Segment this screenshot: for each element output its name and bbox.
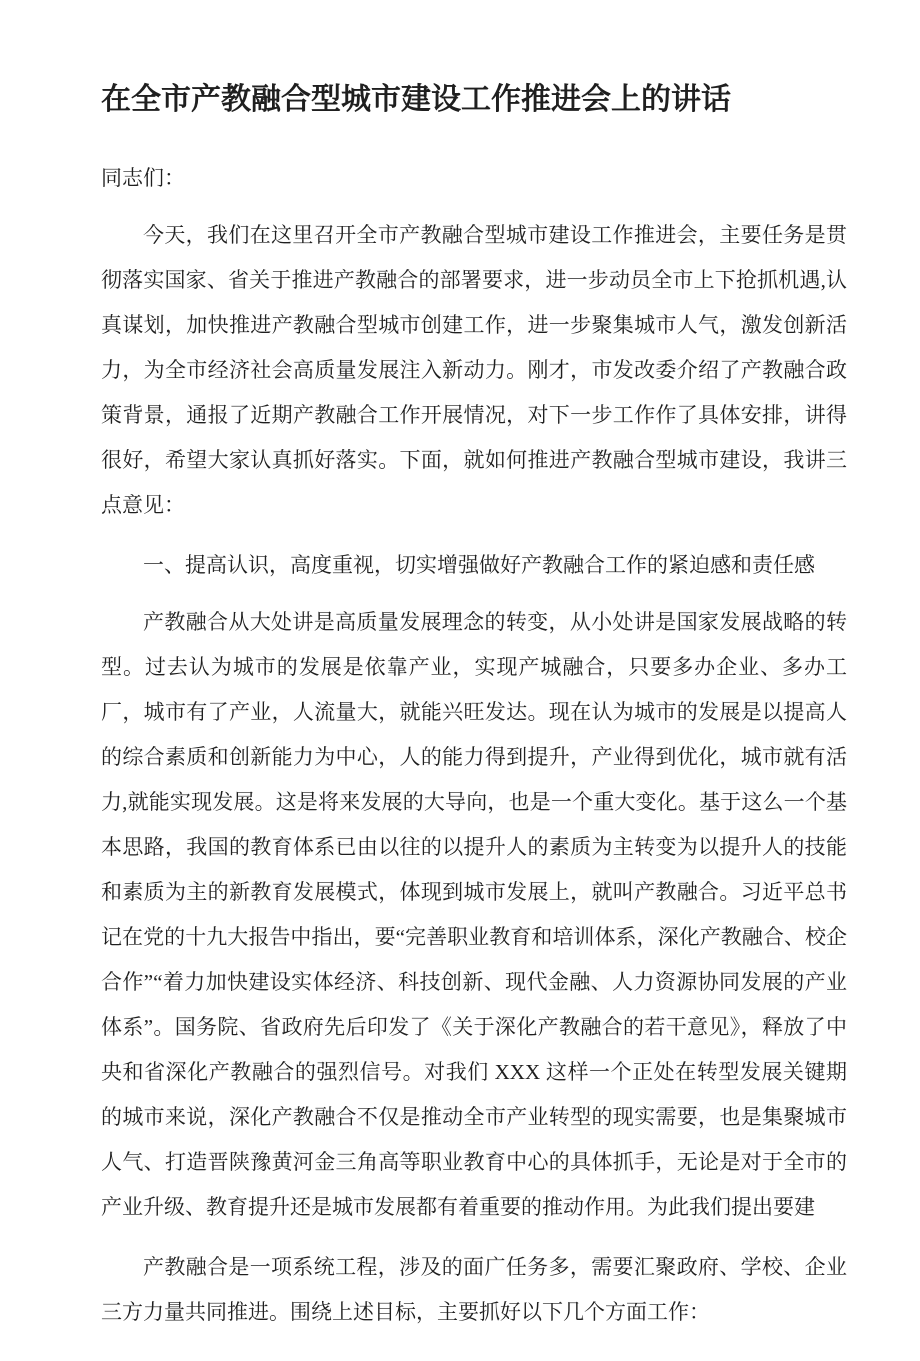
document-title: 在全市产教融合型城市建设工作推进会上的讲话	[101, 83, 731, 116]
document-content	[101, 0, 847, 1335]
paragraph-closing: 产教融合是一项系统工程，涉及的面广任务多，需要汇聚政府、学校、企业三方力量共同推进。围绕上述目标，主要抓好以下几个方面工作：	[101, 1255, 847, 1324]
paragraph-body: 产教融合从大处讲是高质量发展理念的转变，从小处讲是国家发展战略的转型。过去认为城市的发展是依靠产业，实现产城融合，只要多办企业、多办工厂，城市有了产业，人流量大，就能兴旺发达。现在认为城市的发展是以提高人的综合素质和创新能力为中心，人的能力得到提升，产业得到优化，城市就有活力,就能实现发展。这是将来发展的大导向，也是一个重大变化。基于这么一个基本思路，我国的教育体系已由以往的以提升人的素质为主转变为以提升人的技能和素质为主的新教育发展模式，体现到城市发展上，就叫产教融合。习近平总书记在党的十九大报告中指出，要“完善职业教育和培训体系，深化产教融合、校企合作”“着力加快建设实体经济、科技创新、现代金融、人力资源协同发展的产业体系”。国务院、省政府先后印发了《关于深化产教融合的若干意见》，释放了中央和省深化产教融合的强烈信号。对我们 XXX 这样一个正处在转型发展关键期的城市来说，深化产教融合不仅是推动全市产业转型的现实需要，也是集聚城市人气、打造晋陕豫黄河金三角高等职业教育中心的具体抓手，无论是对于全市的产业升级、教育提升还是城市发展都有着重要的推动作用。为此我们提出要建	[101, 610, 847, 1219]
salutation: 同志们：	[101, 166, 185, 190]
paragraph-intro: 今天，我们在这里召开全市产教融合型城市建设工作推进会，主要任务是贯彻落实国家、省关于推进产教融合的部署要求，进一步动员全市上下抢抓机遇,认真谋划，加快推进产教融合型城市创建工作，进一步聚集城市人气，激发创新活力，为全市经济社会高质量发展注入新动力。刚才，市发改委介绍了产教融合政策背景，通报了近期产教融合工作开展情况，对下一步工作作了具体安排，讲得很好，希望大家认真抓好落实。下面，就如何推进产教融合型城市建设，我讲三点意见：	[101, 223, 847, 517]
section-heading-1: 一、提高认识，高度重视，切实增强做好产教融合工作的紧迫感和责任感	[143, 553, 815, 577]
